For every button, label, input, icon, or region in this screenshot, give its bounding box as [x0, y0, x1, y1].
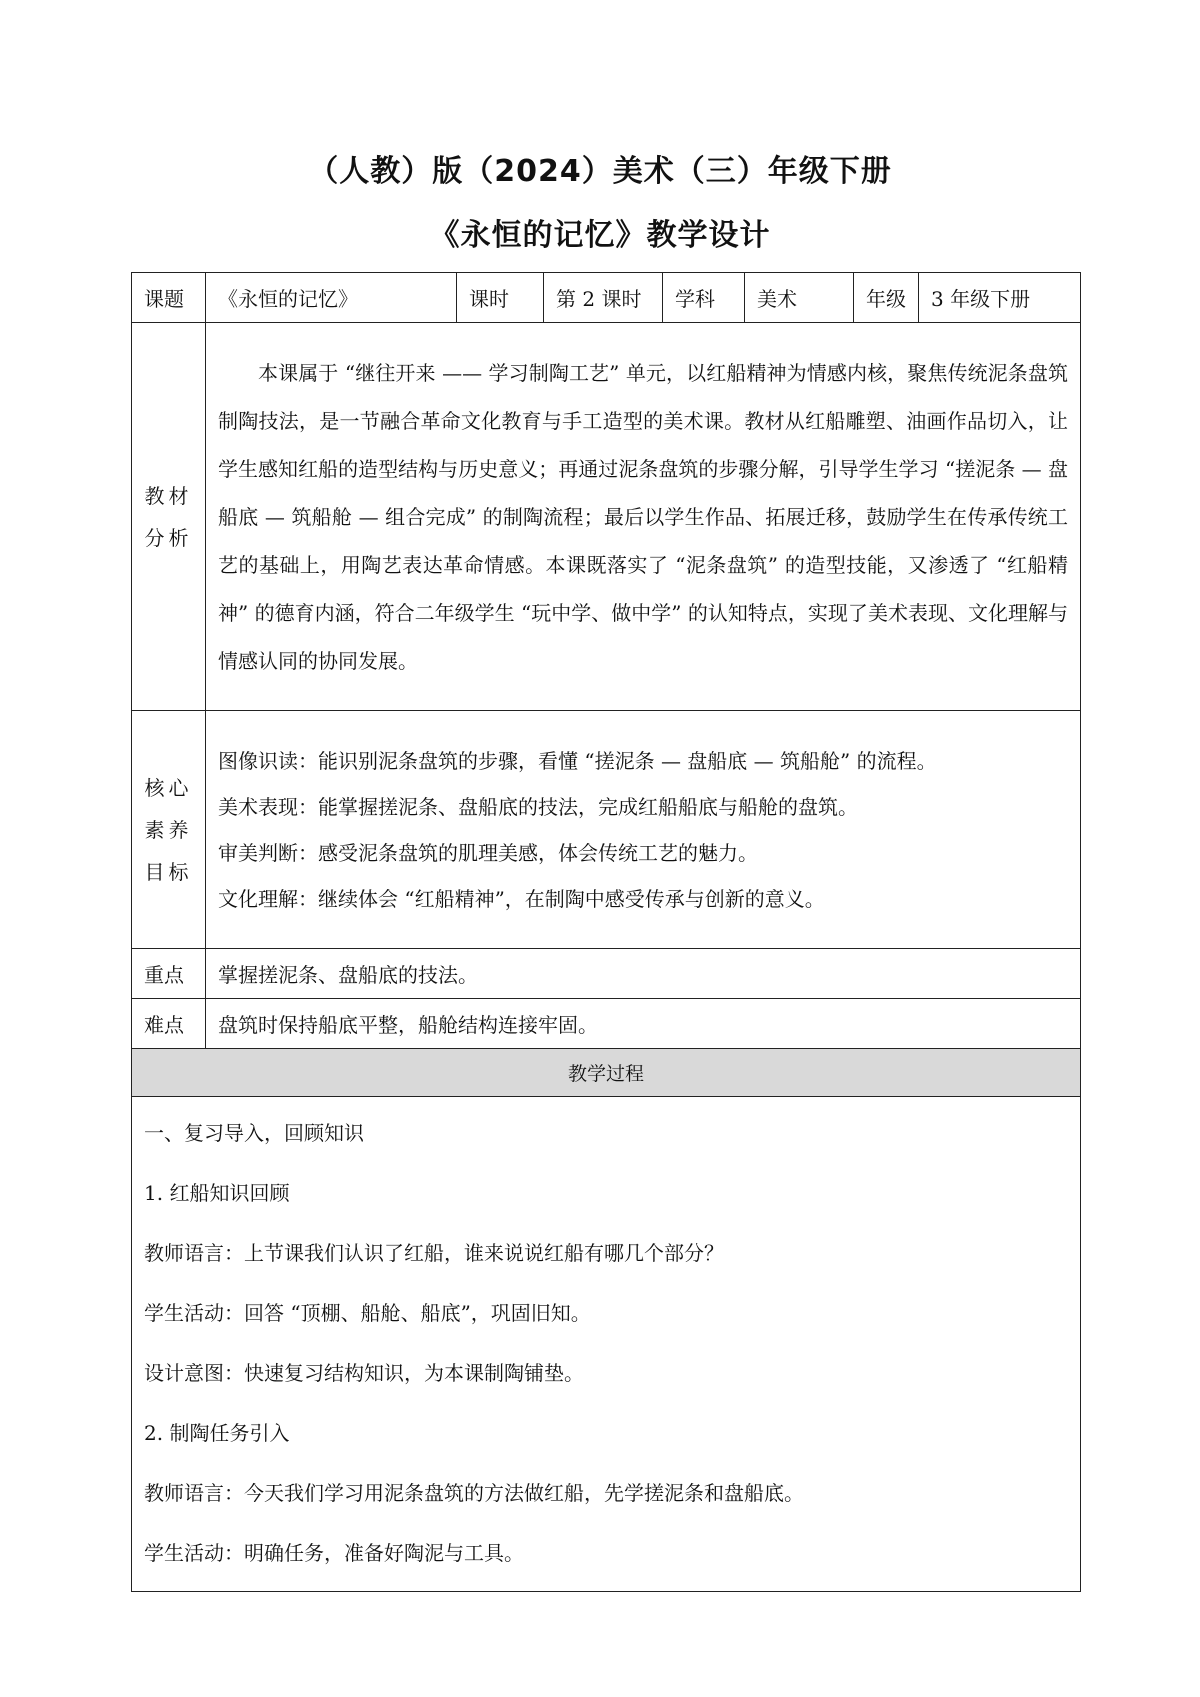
grade-value: 3 年级下册 [919, 273, 1081, 323]
difficulty-text: 盘筑时保持船底平整，船舱结构连接牢固。 [206, 999, 1081, 1049]
info-row [132, 273, 1081, 323]
hours-label: 课时 [457, 273, 544, 323]
process-line: 教师语言：上节课我们认识了红船，谁来说说红船有哪几个部分？ [144, 1241, 724, 1265]
goals-label-line1: 核心 [144, 775, 193, 800]
hours-value: 第 2 课时 [544, 273, 663, 323]
goals-row [132, 711, 1081, 949]
process-header-row [132, 1049, 1081, 1097]
key-point-text: 掌握搓泥条、盘船底的技法。 [206, 949, 1081, 999]
key-point-row [132, 949, 1081, 999]
process-line: 学生活动：明确任务，准备好陶泥与工具。 [144, 1541, 524, 1565]
process-line: 2. 制陶任务引入 [144, 1421, 290, 1445]
lesson-plan-table [131, 272, 1081, 1592]
analysis-row [132, 323, 1081, 711]
difficulty-row [132, 999, 1081, 1049]
goal-item: 审美判断：感受泥条盘筑的肌理美感，体会传统工艺的魅力。 [218, 840, 758, 865]
goals-label-line2: 素养 [144, 817, 193, 842]
goals-label [132, 711, 206, 949]
goals-list [206, 711, 1081, 949]
analysis-text: 本课属于 “继往开来 —— 学习制陶工艺” 单元，以红船精神为情感内核，聚焦传统泥条盘筑制陶技法，是一节融合革命文化教育与手工造型的美术课。教材从红船雕塑、油画作品切入，让学生感知红船的造型结构与历史意义；再通过泥条盘筑的步骤分解，引导学生学习 “搓泥条 — 盘船底 — 筑船舱 — 组合完成” 的制陶流程；最后以学生作品、拓展迁移，鼓励学生在传承传统工艺的基础上，用陶艺表达革命情感。本课既落实了 “泥条盘筑” 的造型技能，又渗透了 “红船精神” 的德育内涵，符合二年级学生 “玩中学、做中学” 的认知特点，实现了美术表现、文化理解与情感认同的协同发展。 [218, 360, 1068, 673]
document-subtitle: 《永恒的记忆》教学设计 [429, 218, 771, 253]
process-header: 教学过程 [132, 1049, 1081, 1097]
topic-label: 课题 [132, 273, 206, 323]
goal-item: 图像识读：能识别泥条盘筑的步骤，看懂 “搓泥条 — 盘船底 — 筑船舱” 的流程。 [218, 748, 937, 773]
difficulty-label: 难点 [132, 999, 206, 1049]
process-line: 一、复习导入，回顾知识 [144, 1121, 364, 1145]
process-line: 学生活动：回答 “顶棚、船舱、船底”，巩固旧知。 [144, 1301, 591, 1325]
goals-label-line3: 目标 [144, 859, 193, 884]
process-line: 1. 红船知识回顾 [144, 1181, 290, 1205]
grade-label: 年级 [854, 273, 919, 323]
document-title: （人教）版（2024）美术（三）年级下册 [308, 154, 892, 189]
process-row [132, 1097, 1081, 1592]
process-line: 教师语言：今天我们学习用泥条盘筑的方法做红船，先学搓泥条和盘船底。 [144, 1481, 804, 1505]
goal-item: 美术表现：能掌握搓泥条、盘船底的技法，完成红船船底与船舱的盘筑。 [218, 794, 858, 819]
topic-value: 《永恒的记忆》 [206, 273, 457, 323]
subject-value: 美术 [745, 273, 854, 323]
subject-label: 学科 [663, 273, 745, 323]
goal-item: 文化理解：继续体会 “红船精神”，在制陶中感受传承与创新的意义。 [218, 886, 825, 911]
key-point-label: 重点 [132, 949, 206, 999]
analysis-text-cell [206, 323, 1081, 711]
analysis-label-line2: 分析 [144, 525, 193, 550]
analysis-label [132, 323, 206, 711]
process-content [132, 1097, 1081, 1592]
analysis-label-line1: 教材 [144, 483, 193, 508]
process-line: 设计意图：快速复习结构知识，为本课制陶铺垫。 [144, 1361, 584, 1385]
